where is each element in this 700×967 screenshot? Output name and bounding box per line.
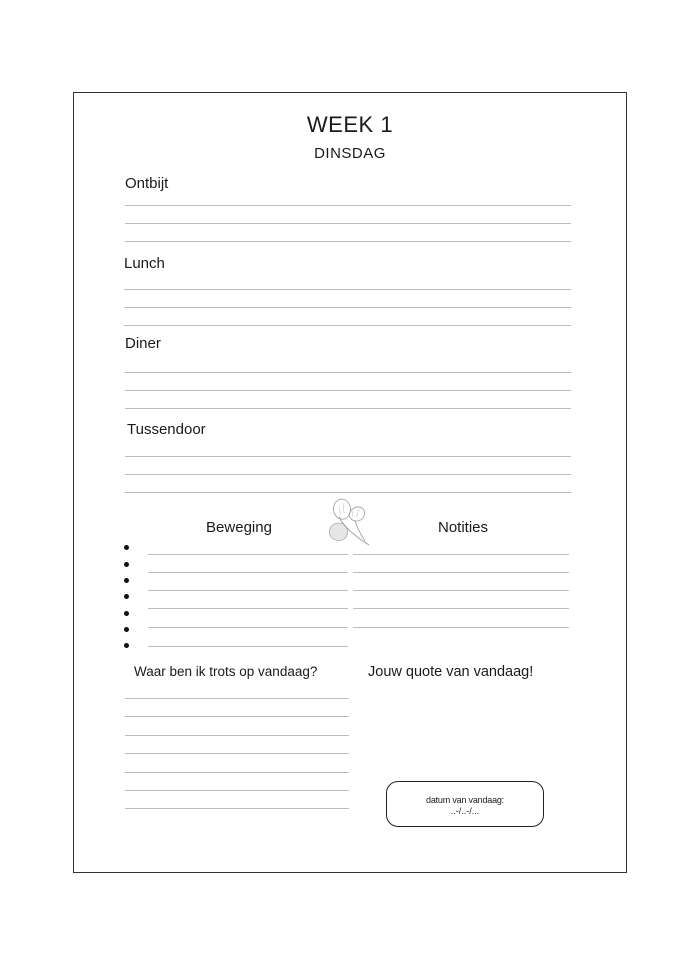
bullet-point (124, 578, 129, 583)
writing-line[interactable] (353, 590, 569, 591)
writing-line[interactable] (353, 627, 569, 628)
page-title: WEEK 1 (306, 112, 394, 137)
writing-line[interactable] (125, 408, 571, 409)
date-box[interactable] (386, 781, 544, 827)
writing-line[interactable] (125, 456, 571, 457)
writing-line[interactable] (353, 608, 569, 609)
meal-label-lunch: Lunch (124, 255, 165, 272)
writing-line[interactable] (125, 492, 571, 493)
meal-label-tussendoor: Tussendoor (127, 421, 206, 438)
writing-line[interactable] (125, 735, 349, 736)
date-value: ..-/..-/... (450, 806, 480, 816)
meal-label-diner: Diner (125, 335, 161, 352)
writing-line[interactable] (124, 289, 571, 290)
day-title: DINSDAG (314, 145, 386, 162)
writing-line[interactable] (148, 608, 348, 609)
writing-line[interactable] (125, 753, 349, 754)
bullet-point (124, 594, 129, 599)
writing-line[interactable] (124, 307, 571, 308)
bullet-point (124, 562, 129, 567)
writing-line[interactable] (124, 325, 571, 326)
bullet-point (124, 545, 129, 550)
writing-line[interactable] (125, 698, 349, 699)
writing-line[interactable] (125, 474, 571, 475)
writing-line[interactable] (125, 205, 571, 206)
writing-line[interactable] (148, 572, 348, 573)
beweging-label: Beweging (206, 519, 272, 536)
date-label: datum van vandaag: (426, 795, 504, 805)
page-frame (73, 92, 627, 873)
writing-line[interactable] (125, 241, 571, 242)
writing-line[interactable] (125, 223, 571, 224)
trots-label: Waar ben ik trots op vandaag? (134, 664, 318, 679)
writing-line[interactable] (125, 716, 349, 717)
ginkgo-leaf-icon (325, 495, 371, 553)
bullet-point (124, 611, 129, 616)
notities-label: Notities (437, 519, 489, 536)
writing-line[interactable] (353, 554, 569, 555)
bullet-point (124, 627, 129, 632)
writing-line[interactable] (125, 808, 349, 809)
quote-label: Jouw quote van vandaag! (368, 664, 534, 680)
writing-line[interactable] (125, 790, 349, 791)
meal-label-ontbijt: Ontbijt (125, 175, 169, 192)
writing-line[interactable] (148, 590, 348, 591)
writing-line[interactable] (125, 372, 571, 373)
bullet-point (124, 643, 129, 648)
writing-line[interactable] (353, 572, 569, 573)
writing-line[interactable] (148, 554, 348, 555)
writing-line[interactable] (125, 390, 571, 391)
writing-line[interactable] (125, 772, 349, 773)
writing-line[interactable] (148, 646, 348, 647)
writing-line[interactable] (148, 627, 348, 628)
